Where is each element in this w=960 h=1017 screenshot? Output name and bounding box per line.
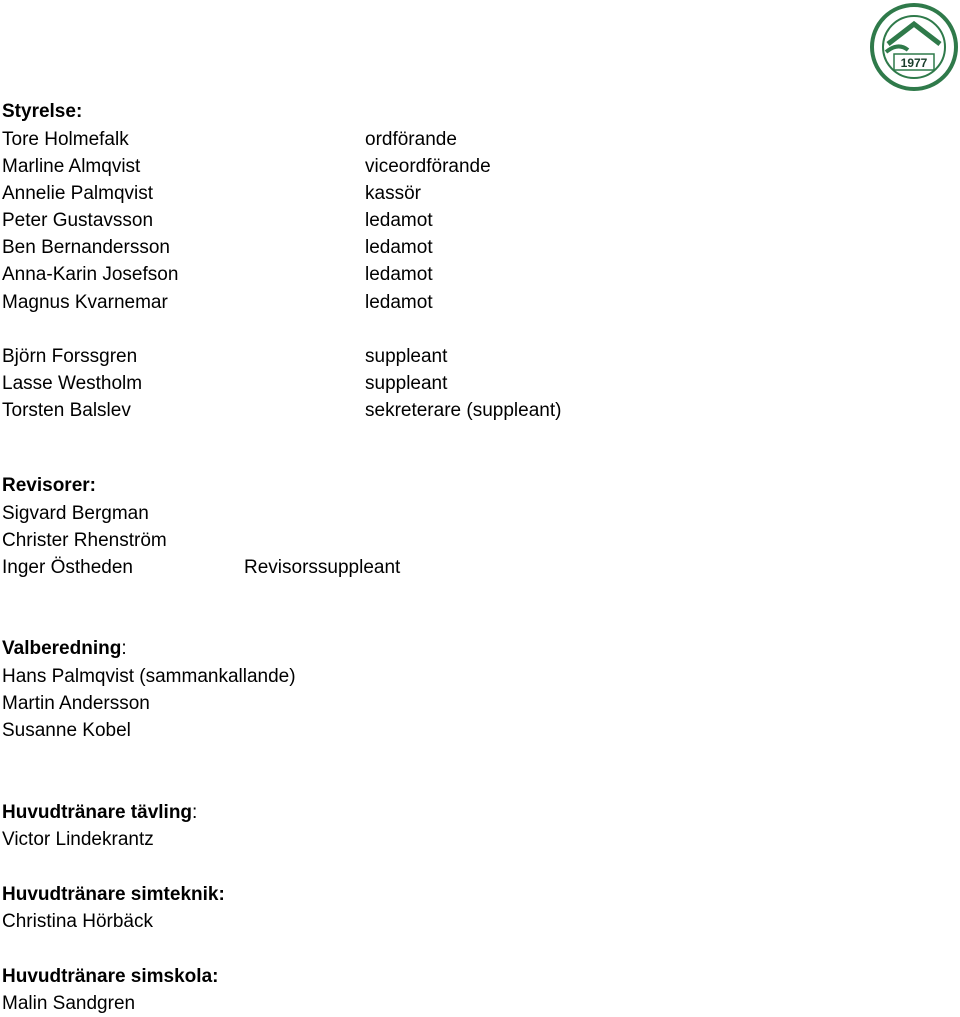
valberedning-member: Susanne Kobel [2,720,131,741]
styrelse-substitute-role: suppleant [365,346,448,367]
valberedning-heading [2,635,127,662]
styrelse-member-role: kassör [365,183,421,204]
revisor-name: Christer Rhenström [2,530,167,551]
valberedning-member: Hans Palmqvist (sammankallande) [2,666,296,687]
tavling-heading-text: Huvudtränare tävling [2,802,193,823]
styrelse-member-name: Tore Holmefalk [2,129,129,150]
styrelse-member-name: Marline Almqvist [2,156,141,177]
revisor-name: Inger Östheden [2,557,133,578]
tavling-coach-name: Victor Lindekrantz [2,829,154,850]
simteknik-coach-name: Christina Hörbäck [2,911,153,932]
valberedning-member: Martin Andersson [2,693,150,714]
styrelse-member-name: Peter Gustavsson [2,210,154,231]
styrelse-substitute-name: Torsten Balslev [2,400,131,421]
simteknik-heading: Huvudtränare simteknik: [2,884,225,905]
styrelse-member-role: ledamot [365,292,433,313]
valberedning-colon: : [121,638,127,659]
styrelse-member-role: ledamot [365,237,433,258]
styrelse-substitute-role: suppleant [365,373,448,394]
revisor-role: Revisorssuppleant [244,557,401,578]
tavling-heading [2,799,197,826]
revisor-name: Sigvard Bergman [2,503,149,524]
styrelse-member-role: ordförande [365,129,457,150]
styrelse-member-role: ledamot [365,210,433,231]
revisorer-heading: Revisorer: [2,475,96,496]
simskola-heading: Huvudtränare simskola: [2,966,219,987]
styrelse-member-role: ledamot [365,264,433,285]
styrelse-member-name: Annelie Palmqvist [2,183,154,204]
valberedning-heading-text: Valberedning [2,638,122,659]
styrelse-member-name: Anna-Karin Josefson [2,264,179,285]
styrelse-substitute-role: sekreterare (suppleant) [365,400,562,421]
club-logo [868,2,960,92]
styrelse-member-name: Ben Bernandersson [2,237,170,258]
styrelse-member-role: viceordförande [365,156,491,177]
simskola-coach-name: Malin Sandgren [2,993,136,1014]
logo-year: 1977 [900,56,928,70]
styrelse-heading: Styrelse: [2,101,83,122]
styrelse-substitute-name: Björn Forssgren [2,346,138,367]
styrelse-member-name: Magnus Kvarnemar [2,292,168,313]
styrelse-substitute-name: Lasse Westholm [2,373,143,394]
tavling-colon: : [192,802,198,823]
